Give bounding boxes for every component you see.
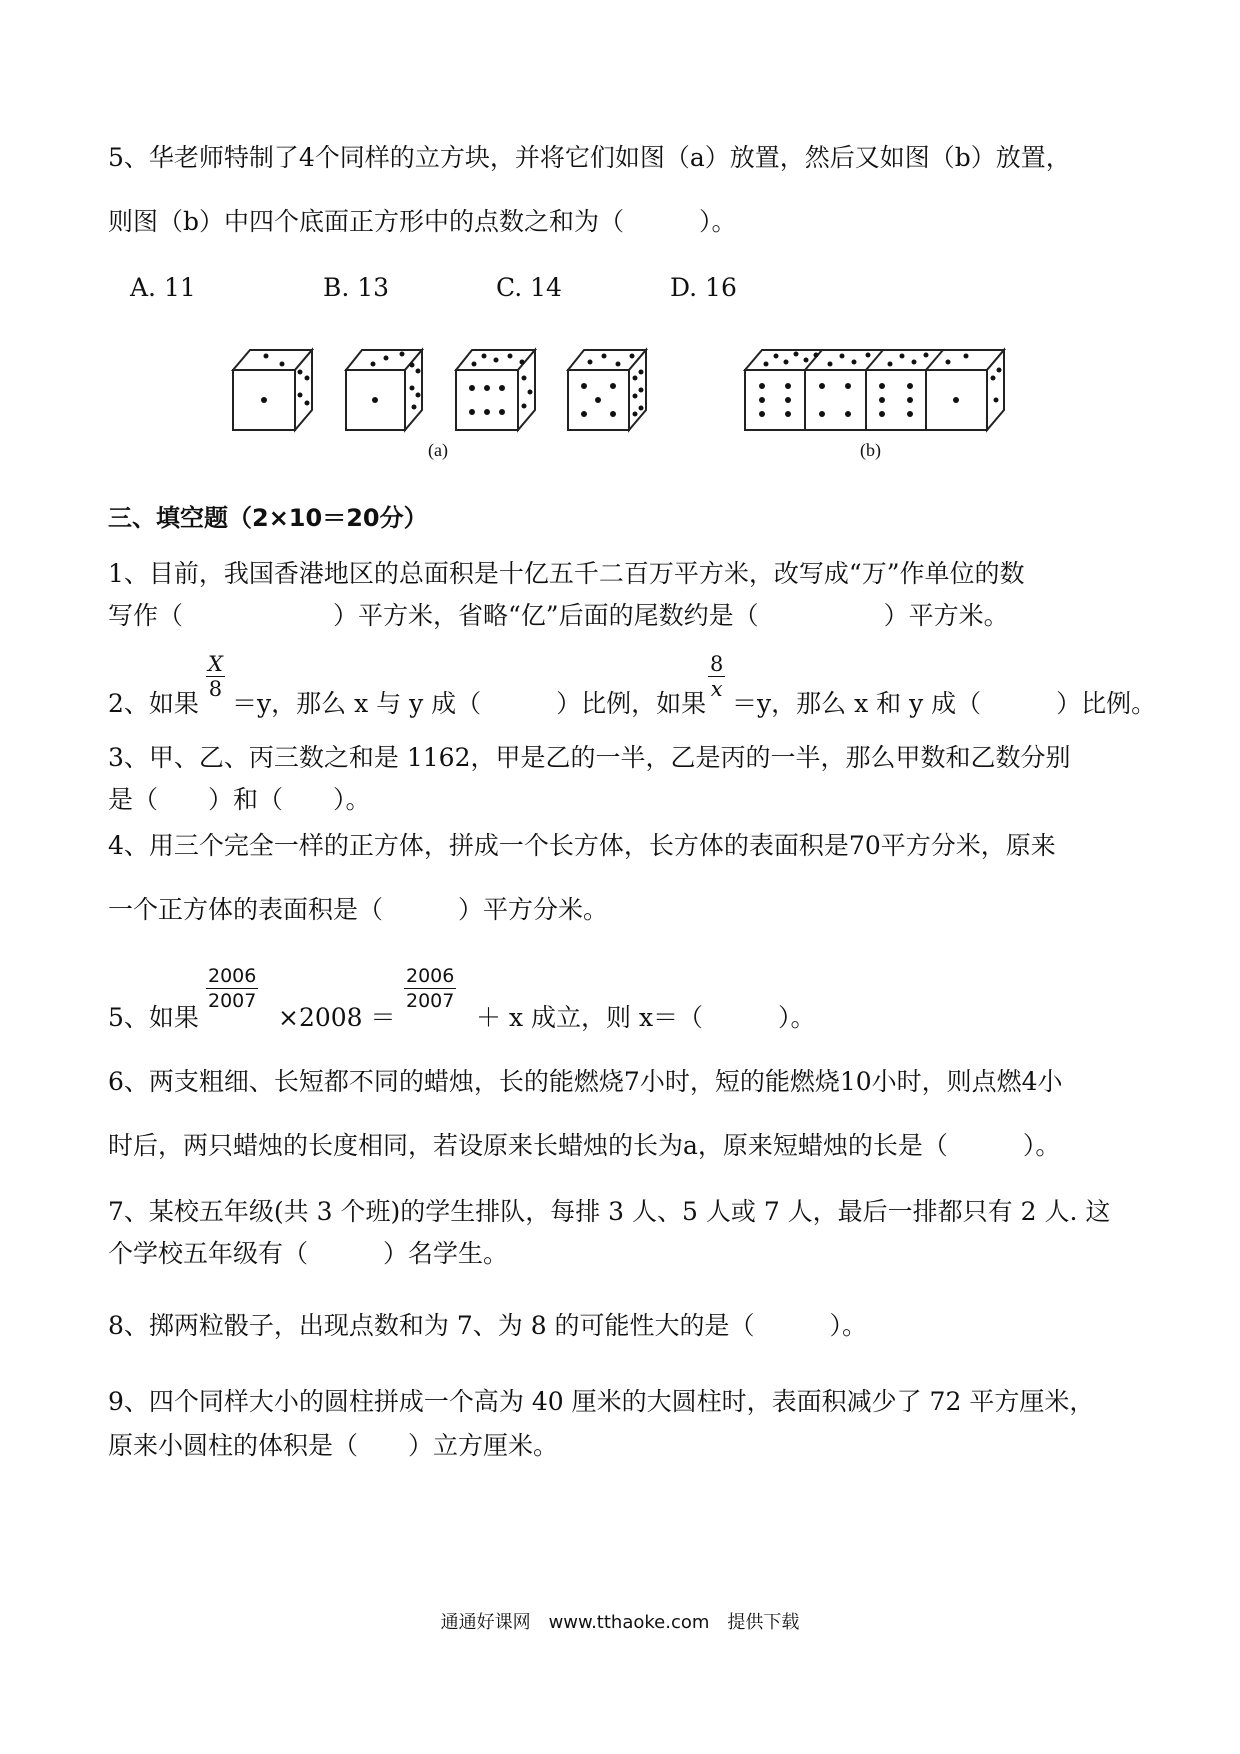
q3-line1: 3、甲、乙、丙三数之和是 1162，甲是乙的一半，乙是丙的一半，那么甲数和乙数分别 bbox=[108, 743, 1071, 772]
option-d: D. 16 bbox=[670, 273, 737, 302]
q6-line2: 时后，两只蜡烛的长度相同，若设原来长蜡烛的长为a，原来短蜡烛的长是（ ）。 bbox=[108, 1131, 1061, 1160]
q5-frac1-den: 2007 bbox=[208, 990, 257, 1012]
cube-a1 bbox=[233, 350, 312, 430]
q9-line1: 9、四个同样大小的圆柱拼成一个高为 40 厘米的大圆柱时，表面积减少了 72 平方厘米， bbox=[108, 1387, 1095, 1416]
q2-text-b: ＝y，那么 x 与 y 成（ ）比例，如果 bbox=[232, 689, 707, 718]
q2-text-c: ＝y，那么 x 和 y 成（ ）比例。 bbox=[732, 689, 1157, 718]
q5-fraction-1 bbox=[206, 964, 258, 1013]
q5-fill-text-b: ×2008 ＝ bbox=[278, 1003, 396, 1032]
q7-line2: 个学校五年级有（ ）名学生。 bbox=[108, 1239, 509, 1268]
q2-frac1-num: X bbox=[208, 652, 223, 676]
footer-text: 通通好课网 www.tthaoke.com 提供下载 bbox=[440, 1612, 800, 1633]
q4-line1: 4、用三个完全一样的正方体，拼成一个长方体，长方体的表面积是70平方分米，原来 bbox=[108, 831, 1056, 860]
q8-line1: 8、掷两粒骰子，出现点数和为 7、为 8 的可能性大的是（ ）。 bbox=[108, 1311, 868, 1340]
option-b: B. 13 bbox=[323, 273, 390, 302]
caption-a: (a) bbox=[428, 440, 448, 460]
q2-frac1-den: 8 bbox=[208, 677, 223, 701]
section-heading: 三、填空题（2×10＝20分） bbox=[108, 504, 428, 532]
q1-line2: 写作（ ）平方米，省略“亿”后面的尾数约是（ ）平方米。 bbox=[108, 601, 1009, 630]
q5-line1: 5、华老师特制了4个同样的立方块，并将它们如图（a）放置，然后又如图（b）放置， bbox=[108, 143, 1071, 172]
q2-frac2-den: x bbox=[710, 677, 723, 701]
q2-frac2-num: 8 bbox=[710, 652, 724, 676]
q9-line2: 原来小圆柱的体积是（ ）立方厘米。 bbox=[108, 1431, 559, 1460]
q7-line1: 7、某校五年级(共 3 个班)的学生排队，每排 3 人、5 人或 7 人，最后一排都只有 2 人. 这 bbox=[108, 1197, 1111, 1226]
q5-frac2-den: 2007 bbox=[406, 990, 455, 1012]
caption-b: (b) bbox=[860, 440, 881, 460]
q2-fraction-2 bbox=[708, 652, 725, 701]
q4-line2: 一个正方体的表面积是（ ）平方分米。 bbox=[108, 895, 609, 924]
cube-a4 bbox=[568, 350, 646, 430]
q5-fraction-2 bbox=[404, 964, 456, 1013]
option-c: C. 14 bbox=[496, 273, 562, 302]
q5-line2: 则图（b）中四个底面正方形中的点数之和为（ ）。 bbox=[108, 207, 737, 236]
q2-text-a: 2、如果 bbox=[108, 689, 199, 718]
q5-frac1-num: 2006 bbox=[208, 965, 257, 987]
q6-line1: 6、两支粗细、长短都不同的蜡烛，长的能燃烧7小时，短的能燃烧10小时，则点燃4小 bbox=[108, 1067, 1063, 1096]
q1-line1: 1、目前，我国香港地区的总面积是十亿五千二百万平方米，改写成“万”作单位的数 bbox=[108, 559, 1025, 588]
q5-fill-text-a: 5、如果 bbox=[108, 1003, 199, 1032]
q5-fill-text-c: ＋ x 成立，则 x＝（ ）。 bbox=[476, 1003, 816, 1032]
q5-frac2-num: 2006 bbox=[406, 965, 455, 987]
option-a: A. 11 bbox=[130, 273, 196, 302]
q2-fraction-1 bbox=[206, 652, 225, 701]
dice-figure bbox=[0, 0, 1240, 470]
q3-line2: 是（ ）和（ ）。 bbox=[108, 785, 371, 814]
